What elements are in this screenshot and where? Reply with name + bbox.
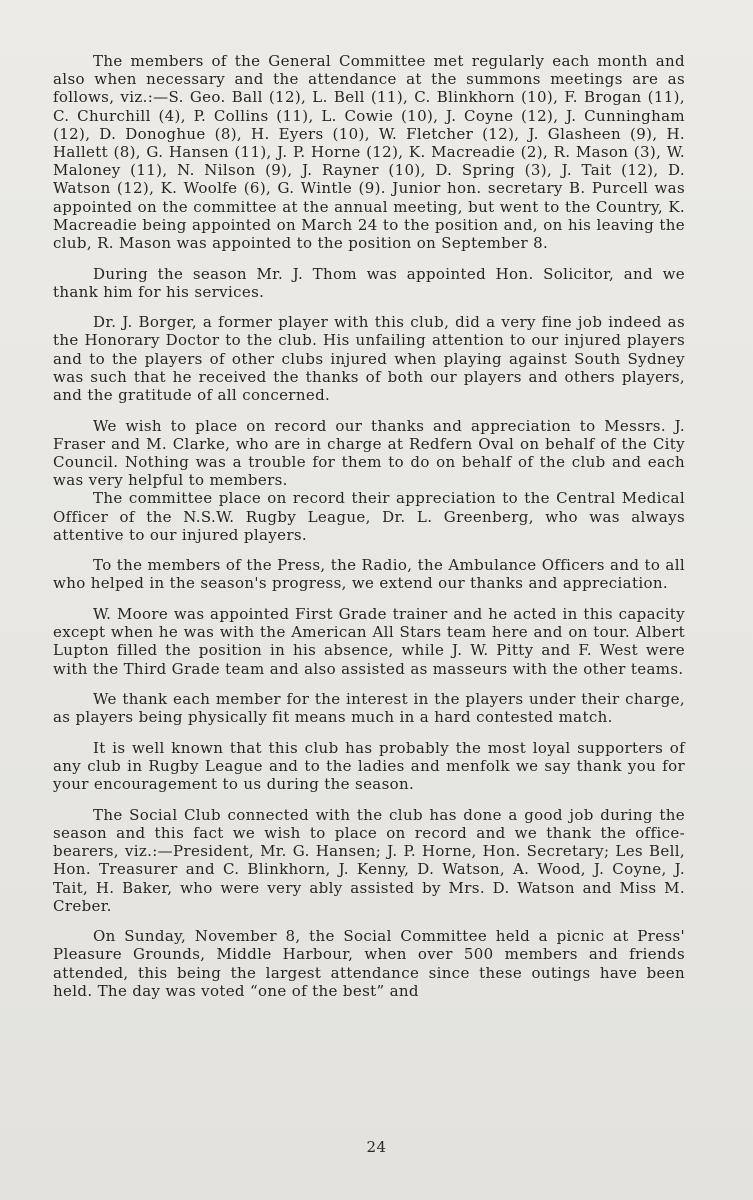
page-number: 24 [366, 1138, 387, 1156]
paragraph-picnic: On Sunday, November 8, the Social Committee held a picnic at Press' Pleasure Grounds, Middle Harbour, when over 500 members and friends attended, this being the largest attendance since these outings have been held. The day was voted “one of the best” and [53, 927, 685, 1000]
paragraph-committee-attendance: The members of the General Committee met regularly each month and also when necessary and the attendance at the summons meetings are as follows, viz.:—S. Geo. Ball (12), L. Bell (11), C. Blinkhorn (10), F. Brogan (11), C. Churchill (4), P. Collins (11), L. Cowie (10), J. Coyne (12), J. Cunningham (12), D. Donoghue (8), H. Eyers (10), W. Fletcher (12), J. Glasheen (9), H. Hallett (8), G. Hansen (11), J. P. Horne (12), K. Macreadie (2), R. Mason (3), W. Maloney (11), N. Nilson (9), J. Rayner (10), D. Spring (3), J. Tait (12), D. Watson (12), K. Woolfe (6), G. Wintle (9). Junior hon. secretary B. Purcell was appointed on the committee at the annual meeting, but went to the Country, K. Macreadie being appointed on March 24 to the position and, on his leaving the club, R. Mason was appointed to the position on September 8. [53, 52, 685, 253]
paragraph-press-radio-thanks: To the members of the Press, the Radio, the Ambulance Officers and to all who helped in the season's progress, we extend our thanks and appreciation. [53, 556, 685, 593]
paragraph-medical-officer: The committee place on record their appreciation to the Central Medical Officer of the N.S.W. Rugby League, Dr. L. Greenberg, who was always attentive to our injured players. [53, 489, 685, 544]
paragraph-trainers: W. Moore was appointed First Grade trainer and he acted in this capacity except when he was with the American All Stars team here and on tour. Albert Lupton filled the position in his absence, while J. W. Pitty and F. West were with the Third Grade team and also assisted as masseurs with the other teams. [53, 604, 685, 678]
paragraph-redfern-oval-thanks: We wish to place on record our thanks and appreciation to Messrs. J. Fraser and M. Clarke, who are in charge at Redfern Oval on behalf of the City Council. Nothing was a trouble for them to do on behalf of the club and each was very helpful to members. [53, 416, 685, 490]
paragraph-member-thanks: We thank each member for the interest in the players under their charge, as players being physically fit means much in a hard contested match. [53, 690, 685, 727]
paragraph-honorary-doctor: Dr. J. Borger, a former player with this club, did a very fine job indeed as the Honorary Doctor to the club. His unfailing attention to our injured players and to the players of other clubs injured when playing against South Sydney was such that he received the thanks of both our players and others players, and the gratitude of all concerned. [53, 313, 685, 405]
body-text [53, 52, 685, 1012]
paragraph-loyal-supporters: It is well known that this club has probably the most loyal supporters of any club in Rugby League and to the ladies and menfolk we say thank you for your encouragement to us during the season. [53, 738, 685, 794]
paragraph-hon-solicitor: During the season Mr. J. Thom was appointed Hon. Solicitor, and we thank him for his services. [53, 264, 685, 301]
paragraph-social-club: The Social Club connected with the club has done a good job during the season and this fact we wish to place on record and we thank the office-bearers, viz.:—President, Mr. G. Hansen; J. P. Horne, Hon. Secretary; Les Bell, Hon. Treasurer and C. Blinkhorn, J. Kenny, D. Watson, A. Wood, J. Coyne, J. Tait, H. Baker, who were very ably assisted by Mrs. D. Watson and Miss M. Creber. [53, 805, 685, 915]
